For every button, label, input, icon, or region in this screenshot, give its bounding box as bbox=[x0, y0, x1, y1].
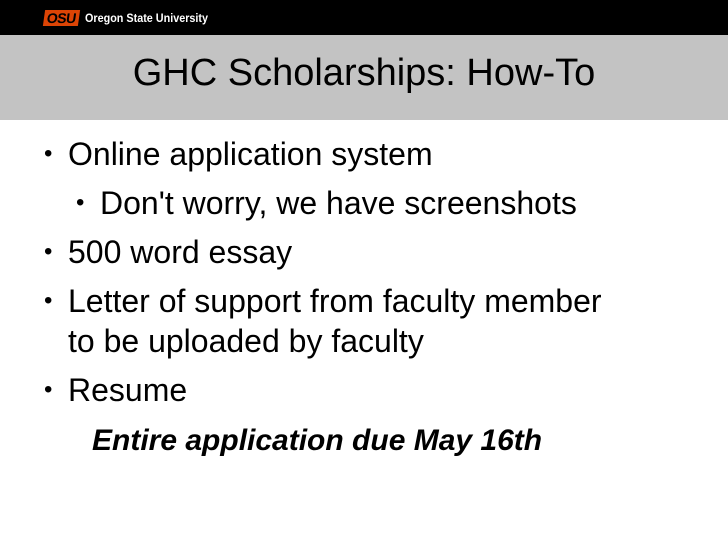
osu-logo-mark: OSU bbox=[43, 10, 80, 26]
list-item-continuation: to be uploaded by faculty bbox=[68, 323, 424, 359]
osu-logo-text: Oregon State University bbox=[84, 11, 208, 25]
bullet-icon: • bbox=[44, 140, 53, 167]
deadline-note: Entire application due May 16th bbox=[92, 424, 543, 457]
bullet-icon: • bbox=[76, 189, 85, 216]
list-item: Letter of support from faculty member bbox=[68, 283, 602, 319]
bullet-icon: • bbox=[44, 238, 53, 265]
bullet-icon: • bbox=[44, 287, 53, 314]
list-item: Online application system bbox=[68, 136, 433, 172]
slide-title: GHC Scholarships: How-To bbox=[132, 52, 596, 94]
list-item: Resume bbox=[68, 372, 188, 408]
list-item: 500 word essay bbox=[68, 234, 293, 270]
list-item: Don't worry, we have screenshots bbox=[100, 185, 577, 221]
bullet-icon: • bbox=[44, 376, 53, 403]
